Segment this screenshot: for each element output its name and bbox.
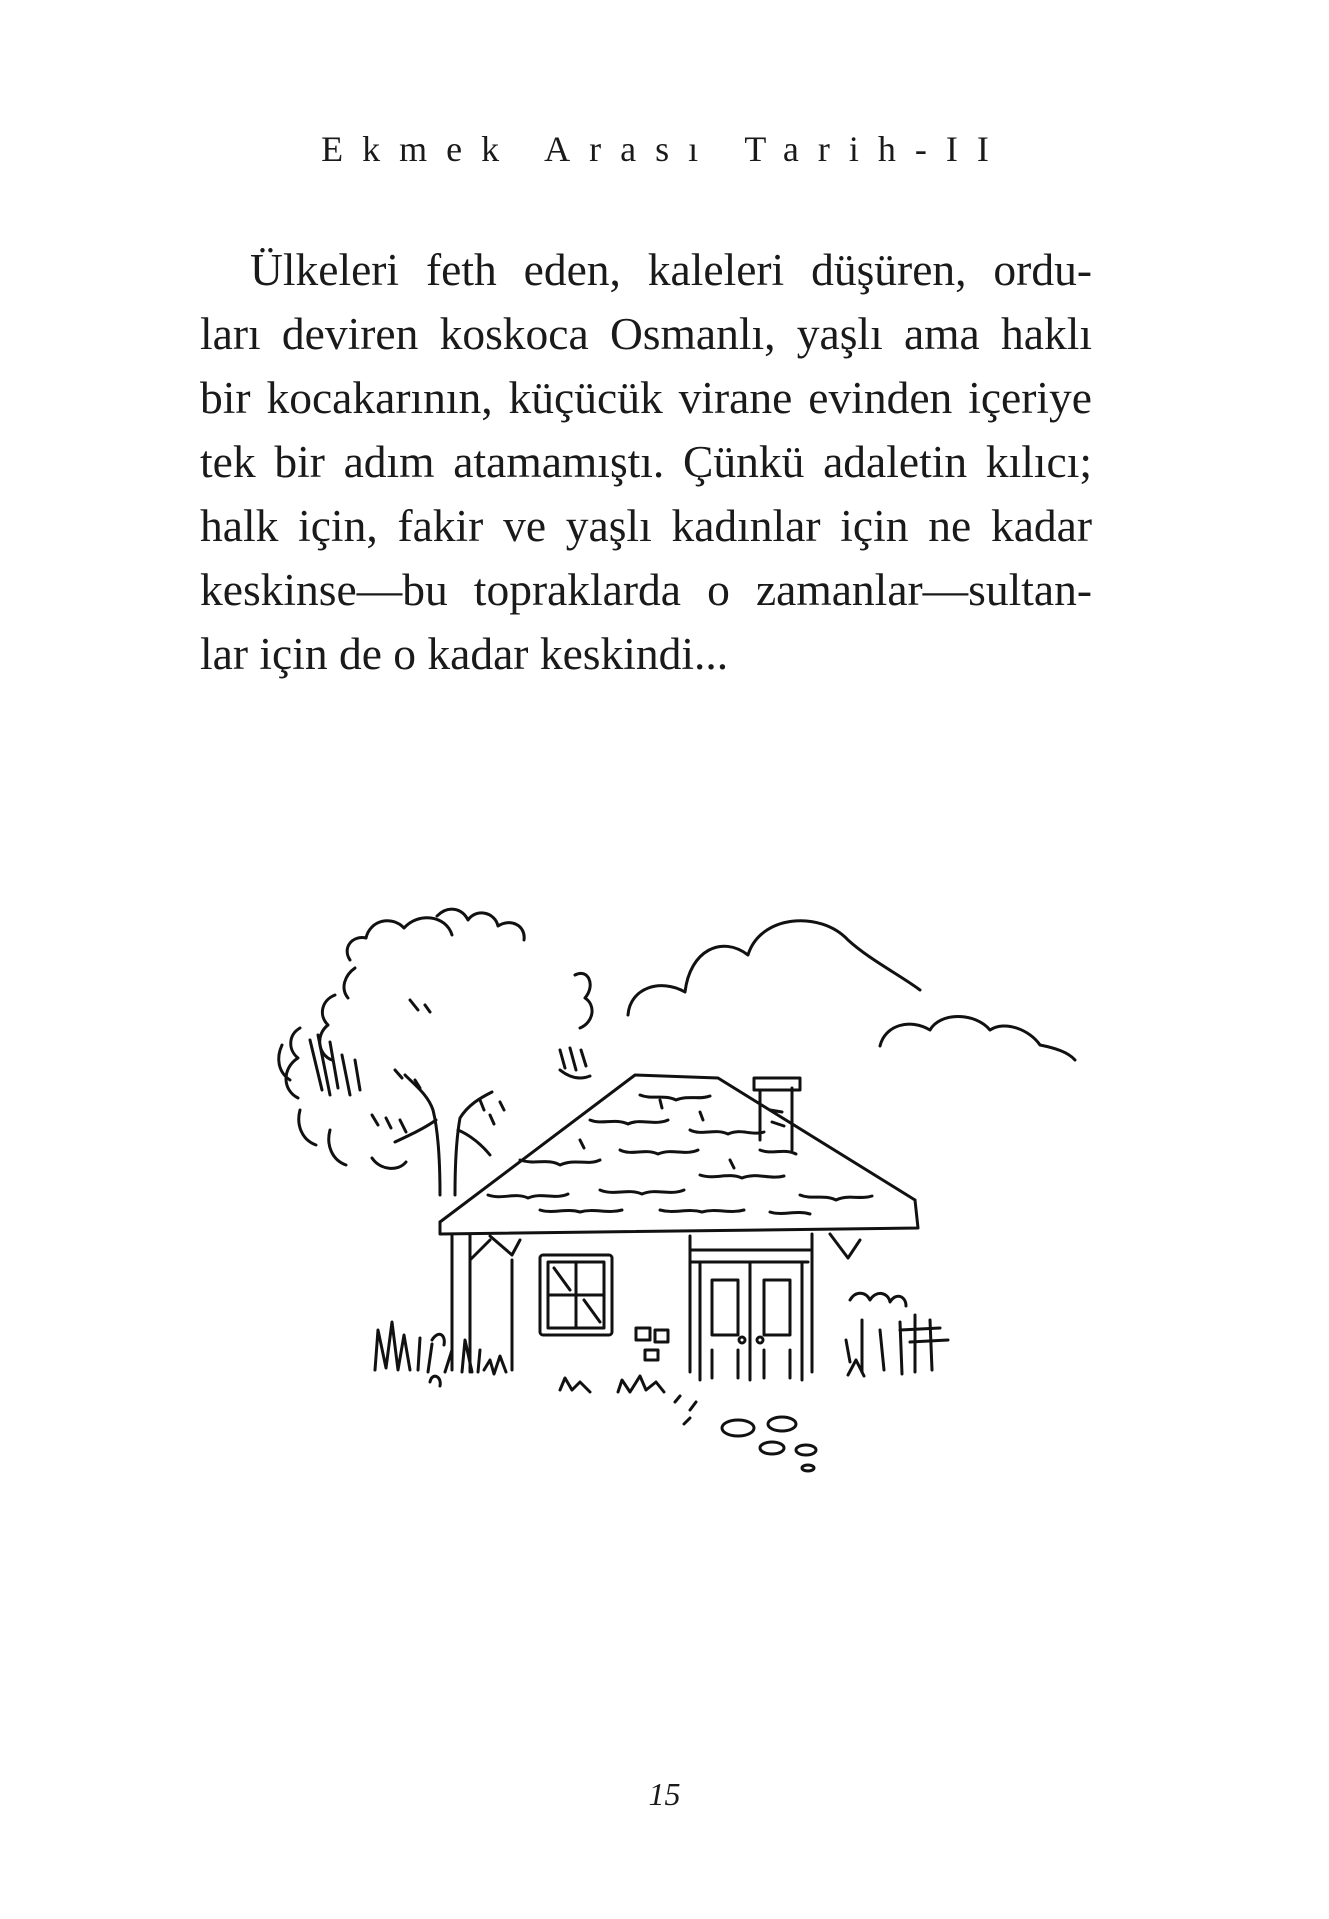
door-drawing	[690, 1250, 810, 1380]
paragraph-line: Ülkeleri feth eden, kaleleri düşüren, ordu-	[250, 244, 1092, 295]
house-illustration	[260, 880, 1100, 1480]
roof-drawing	[440, 1075, 918, 1234]
fence-drawing	[846, 1293, 948, 1376]
window-drawing	[540, 1255, 612, 1335]
grass-drawing	[375, 1322, 664, 1392]
paragraph-line: ları deviren koskoca Osmanlı, yaşlı ama haklı	[200, 308, 1092, 359]
paragraph-line: keskinse—bu topraklarda o zamanlar—sultan-	[200, 564, 1092, 615]
paragraph-line: lar için de o kadar keskindi...	[200, 628, 729, 679]
running-head: Ekmek Arası Tarih-II	[321, 129, 1008, 169]
paragraph-line: tek bir adım atamamıştı. Çünkü adaletin kılıcı;	[200, 436, 1092, 487]
stepping-stones-drawing	[675, 1396, 816, 1471]
page-number: 15	[648, 1776, 681, 1812]
paragraph-line: halk için, fakir ve yaşlı kadınlar için ne kadar	[200, 500, 1092, 551]
tree-drawing	[279, 909, 592, 1195]
cloud-drawing	[628, 921, 1075, 1060]
body-paragraph	[200, 238, 1092, 686]
brick-marks-drawing	[636, 1328, 668, 1360]
paragraph-line: bir kocakarının, küçücük virane evinden içeriye	[200, 372, 1092, 423]
